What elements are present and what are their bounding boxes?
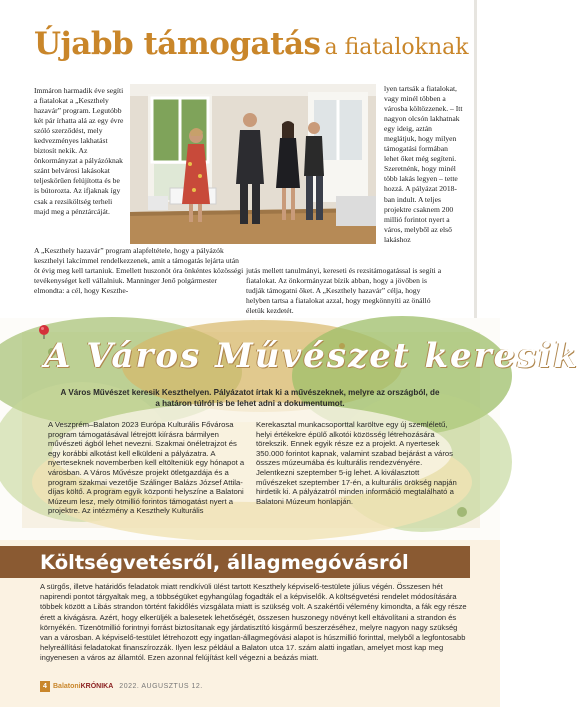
article1-title-rest: a fiataloknak bbox=[324, 35, 469, 60]
article3-title: Költségvetésről, állagmegóvásról bbox=[40, 551, 409, 574]
article2-column-right: Kerekasztal munkacsoporttal karöltve egy új szemléletű, helyi értékekre épülő alkotói közösség létrehozására törekszik. Ennek egyik része ez a projekt. A nyertesek 350.000 forintot kapnak, valamint szabad bejárást a város összes múzeumába és kulturális rendezvényére. Jelentkezni szeptember 5-ig lehet. A kiválasztott művészeket szeptember 17-én, a kulturális örökség napján hirdetik ki. A pályázatról minden információ megtalálható a Balatoni Múzeum honlapján. bbox=[256, 420, 457, 506]
article3-body: A sürgős, illetve határidős feladatok miatt rendkívüli ülést tartott Keszthely képviselő-testülete július végén. Összesen hét napirendi pontot tárgyaltak meg, a többségüket egyhangúlag fogadták el a képviselők. A költségvetési rendelet módosítására többek között a Libás strandon történt fakidőlés vizsgálata miatt is szükség volt. A szakértői vélemény kimondta, a fák egy része érett a kivágásra. Azért, hogy elkerüljék a balesetek lehetőségét, összesen huszonegy növényt kell eltávolítani a strandon és környékén. Tizenötmillió forintnyi forrást biztosítanak egy járdatisztító kisgármű beszerzéséhez, melyre nagyon nagy szükség van a városban. A képviselő-testület létrehozott egy ingatlan-állagmegóvási alapot is húszmillió forinttal, melyből a legfontosabb helyreállítási feladatokat finanszírozzák. Ilyen lesz például a Balaton utca 17. szám alatti ingatlan, amelyet most kap meg ingyenesen a város az államtól. Ezen azonnal felújítást kell végezni a beázás miatt. bbox=[40, 582, 467, 663]
brand-name-part2: KRÓNIKA bbox=[80, 683, 114, 690]
article1-column-right: lyen tartsák a fiatalokat, vagy minél többen a városba költözzenek. – Itt nagyon olcsón lakhatnak egy ideig, aztán meglátjuk, hogy milyen támogatási formában lehet őket még segíteni. Szeretnénk, hogy minél több lakás legyen – tette hozzá. A pályázat 2018-ban indult. A teljes projektre csaknem 200 millió forintot nyert a város, melyből az első lakáshoz bbox=[384, 84, 463, 244]
page-number: 4 bbox=[40, 681, 50, 692]
article2-title: A Város Művészet keresik bbox=[44, 336, 579, 376]
article1-text-below-photo: A „Keszthely hazavár” program alapfeltétele, hogy a pályázók keszthelyi lakcímmel rendelkezzenek, amit a támogatás lejárta után öt évig meg kell tartaniuk. Emellett huszonöt óra önkéntes közösségi tevékenységet kell vállalniuk. Manninger Jenő polgármester elmondta: a cél, hogy Keszthe- bbox=[34, 246, 244, 296]
article2-column-left: A Veszprém–Balaton 2023 Európa Kulturális Fővárosa program támogatásával létrejött kiírásra bármilyen művészeti ágból lehet nevezni. Szakmai önéletrajzot és egy korábbi alkotást kell elküldeni a pályázatra. A nyerteseknek novemberben kell eltölteniük egy hónapot a városban. A Város Művésze projekt ötletgazdája és a program szakmai vezetője Szálinger Balázs József Attila-díjas költő. A program egyik központi helyszíne a Balatoni Múzeum lesz, mely ötmillió forintos támogatást nyert a projektre. Az intézmény a Keszthely Kulturális bbox=[48, 420, 245, 516]
article2-intro: A Város Művészet keresik Keszthelyen. Pályázatot írtak ki a művészeknek, melyre az országból, de a határon túlról is be lehet adni a dokumentumot. bbox=[60, 388, 440, 408]
section-edge bbox=[474, 0, 477, 318]
article1-title-bold: Újabb támogatás bbox=[34, 26, 321, 62]
apartment-photo-illustration bbox=[130, 84, 376, 244]
article1-photo bbox=[130, 84, 376, 244]
article1-text-continued: jutás mellett tanulmányi, kereseti és rezsitámogatással is segíti a fiatalokat. Az önkormányzat bízik abban, hogy a jövőben is tudják támogatni őket. A „Keszthely hazavár” célja, hogy helyben tartsa a fiatalokat azzal, hogy megkönnyíti az önálló életük kezdetét. bbox=[246, 266, 442, 316]
brand-name-part1: Balatoni bbox=[53, 683, 81, 690]
page-footer bbox=[40, 681, 340, 693]
article1-title bbox=[34, 26, 474, 72]
issue-date: 2022. AUGUSZTUS 12. bbox=[119, 683, 203, 690]
article1-column-left: Immáron harmadik éve segíti a fiatalokat a „Keszthely hazavár” program. Legutóbb két pár írhatta alá az egy évre szóló szerződést, mely kedvezményes lakhatást biztosít nekik. Az önkormányzat a pályázóknak szánt belvárosi lakásokat teljeskörűen felújította és be is bútorozta. Az ifjaknak így csak a rezsiköltség terheli majd meg a pénztárcáját. bbox=[34, 86, 124, 216]
